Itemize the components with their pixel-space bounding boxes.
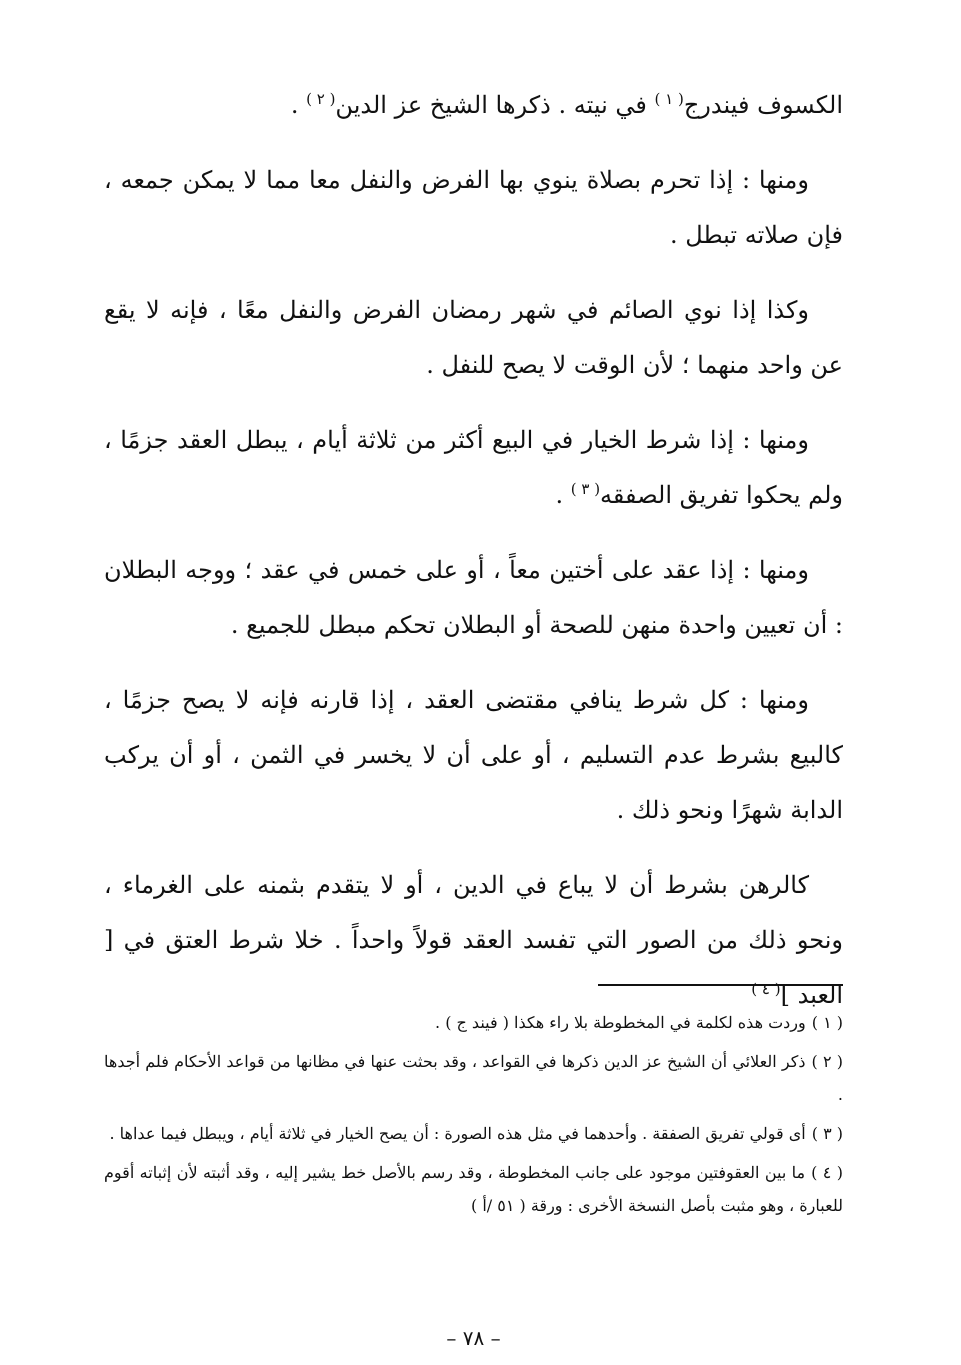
footnote-text: ما بين العقوفتين موجود على جانب المخطوطة ، وقد رسم بالأصل خط يشير إليه ، وقد أثبته لأن إثباته أقوم للعبارة ، وهو مثبت بأصل النسخة الأخرى : ورقة ( ٥١ /أ ) xyxy=(104,1163,843,1215)
page-number: – ٧٨ – xyxy=(446,1326,501,1350)
paragraph-6 xyxy=(104,673,843,838)
page xyxy=(104,78,843,1365)
text-segment: في نيته . ذكرها الشيخ عز الدين xyxy=(335,91,655,119)
footnote-ref-2[interactable]: ( ٢ ) xyxy=(306,90,336,108)
footnote-number: ( ٣ ) xyxy=(811,1124,843,1143)
footnote-text: أى قولي تفريق الصفقة . وأحدهما في مثل هذه الصورة : أن يصح الخيار في ثلاثة أيام ، ويبطل فيما عداها . xyxy=(109,1124,806,1143)
paragraph-3 xyxy=(104,283,843,393)
text-segment: ومنها : إذا شرط الخيار في البيع أكثر من ثلاثة أيام ، يبطل العقد جزمًا ، ولم يحكوا تفريق الصفقه xyxy=(104,426,843,509)
text-segment: . xyxy=(290,91,307,119)
footnote-number: ( ١ ) xyxy=(811,1013,843,1032)
text-segment: . xyxy=(555,481,571,509)
paragraph-7 xyxy=(104,858,843,1023)
footnote-2 xyxy=(104,1045,843,1111)
text-segment: الكسوف فيندرج xyxy=(683,91,843,119)
footnote-number: ( ٤ ) xyxy=(811,1163,844,1182)
footnote-1 xyxy=(104,1006,843,1039)
text-segment: ومنها : كل شرط ينافي مقتضى العقد ، إذا قارنه فإنه لا يصح جزمًا ، كالبيع بشرط عدم التسليم ، أو على أن لا يخسر في الثمن ، أو أن يركب الدابة شهرًا ونحو ذلك . xyxy=(104,686,843,824)
footnote-4 xyxy=(104,1156,843,1222)
footnote-ref-3[interactable]: ( ٣ ) xyxy=(570,480,601,498)
footnote-text: وردت هذه لكلمة في المخطوطة بلا راء هكذا ( فيند ج ) . xyxy=(435,1013,806,1032)
paragraph-4 xyxy=(104,413,843,523)
footnote-divider xyxy=(598,984,843,986)
paragraph-2 xyxy=(104,153,843,263)
footnote-number: ( ٢ ) xyxy=(811,1052,844,1071)
footnote-3 xyxy=(104,1117,843,1150)
text-segment: ومنها : إذا عقد على أختين معاً ، أو على خمس في عقد ؛ ووجه البطلان : أن تعيين واحدة منهن للصحة أو البطلان تحكم مبطل للجميع . xyxy=(104,556,843,639)
main-text xyxy=(104,78,843,1023)
text-segment: كالرهن بشرط أن لا يباع في الدين ، أو لا يتقدم بثمنه على الغرماء ، ونحو ذلك من الصور التي تفسد العقد قولاً واحداً . خلا شرط العتق في [ العبد ] xyxy=(104,871,843,1009)
footnote-text: ذكر العلائي أن الشيخ عز الدين ذكرها في القواعد ، وقد بحثت عنها في مظانها من قواعد الأحكام فلم أجدها . xyxy=(104,1052,843,1104)
text-segment: وكذا إذا نوي الصائم في شهر رمضان الفرض والنفل معًا ، فإنه لا يقع عن واحد منهما ؛ لأن الوقت لا يصح للنفل . xyxy=(104,296,843,379)
paragraph-5 xyxy=(104,543,843,653)
text-segment: ومنها : إذا تحرم بصلاة ينوي بها الفرض والنفل معا مما لا يمكن جمعه ، فإن صلاته تبطل . xyxy=(104,166,843,249)
footnotes xyxy=(104,1006,843,1228)
footnote-ref-4[interactable]: ( ٤ ) xyxy=(751,980,781,998)
paragraph-1 xyxy=(104,78,843,133)
footnote-ref-1[interactable]: ( ١ ) xyxy=(654,90,684,108)
